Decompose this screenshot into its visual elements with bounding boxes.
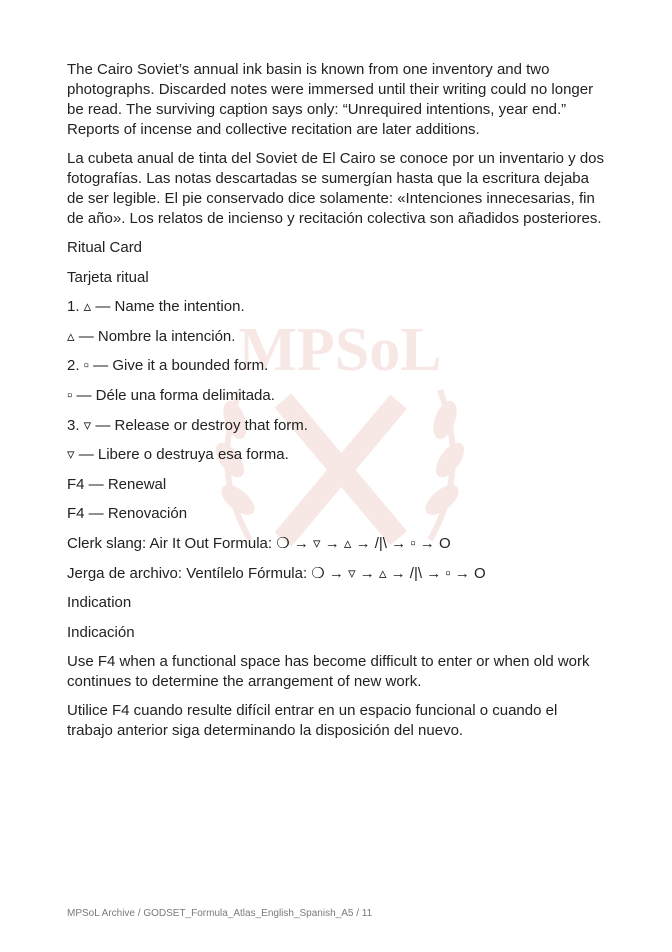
intro-paragraph-es: La cubeta anual de tinta del Soviet de El Cairo se conoce por un inventario y dos fotografías. Las notas descartadas se sumergían hasta que la escritura dejaba de ser legible. El pie conservado dice solamente: «Intenciones innecesarias, fin de año». Los relatos de incienso y recitación colectiva son añadidos posteriores. xyxy=(67,150,605,227)
ritual-step-1-es: ▵ — Nombre la intención. xyxy=(67,327,236,345)
page-footer: MPSoL Archive / GODSET_Formula_Atlas_English_Spanish_A5 / 11 xyxy=(67,908,373,919)
ritual-card-title-es: Tarjeta ritual xyxy=(67,268,149,286)
ritual-card-title-en: Ritual Card xyxy=(67,239,143,256)
ritual-step-2-en: 2. ▫ — Give it a bounded form. xyxy=(67,357,269,375)
indication-text-es: Utilice F4 cuando resulte difícil entrar en un espacio funcional o cuando el trabajo anterior siga determinando la disposición del nuevo. xyxy=(67,702,558,740)
formula-slang-es: Jerga de archivo: Ventílelo Fórmula: ❍ → ▿ → ▵ → /|\ → ▫ → O xyxy=(67,564,486,582)
intro-paragraph-en: The Cairo Soviet’s annual ink basin is known from one inventory and two photographs. Discarded notes were immersed until their writing could no longer be read. The surviving caption says only: “Unrequired intentions, year end.” Reports of incense and collective recitation are later additions. xyxy=(67,61,594,138)
ritual-step-2-es: ▫ — Déle una forma delimitada. xyxy=(67,386,275,404)
indication-text-en: Use F4 when a functional space has become difficult to enter or when old work continues to determine the arrangement of new work. xyxy=(67,653,590,691)
ritual-step-3-es: ▿ — Libere o destruya esa forma. xyxy=(67,446,289,464)
formula-name-en: F4 — Renewal xyxy=(67,475,167,493)
watermark-text: MPSoL xyxy=(238,316,442,384)
ritual-step-3-en: 3. ▿ — Release or destroy that form. xyxy=(67,416,308,434)
indication-heading-es: Indicación xyxy=(67,623,135,641)
indication-heading-en: Indication xyxy=(67,594,132,612)
formula-name-es: F4 — Renovación xyxy=(67,505,188,523)
formula-slang-en: Clerk slang: Air It Out Formula: ❍ → ▿ → ▵ → /|\ → ▫ → O xyxy=(67,534,451,552)
ritual-step-1-en: 1. ▵ — Name the intention. xyxy=(67,298,245,316)
document-body xyxy=(67,60,607,750)
